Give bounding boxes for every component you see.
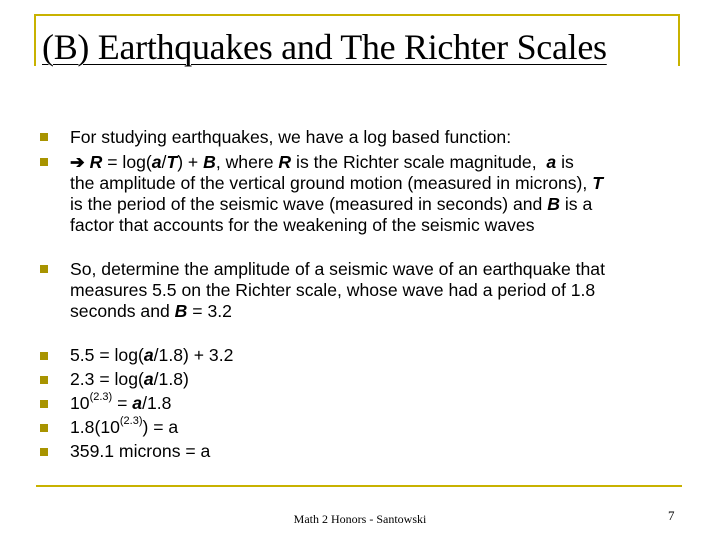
bullet-marker xyxy=(40,133,48,141)
bullet-marker xyxy=(40,376,48,384)
bullet-text-cont: seconds and B = 3.2 xyxy=(70,301,232,321)
bullet-text-formula: ➔ R = log(a/T) + B, where R is the Richter scale magnitude, a is xyxy=(70,152,574,172)
bullet-marker xyxy=(40,424,48,432)
bullet-marker xyxy=(40,265,48,273)
bullet-text: For studying earthquakes, we have a log based function: xyxy=(70,127,512,147)
arrow-icon: ➔ xyxy=(70,152,85,172)
slide-title: (B) Earthquakes and The Richter Scales xyxy=(42,27,607,67)
solution-step: $1.8(10^{(2.3)}) = a$ xyxy=(70,415,179,437)
bullet-text-cont: is the period of the seismic wave (measured in seconds) and B is a xyxy=(70,194,593,214)
footer-rule xyxy=(36,485,682,487)
bullet-marker xyxy=(40,448,48,456)
frame-right-border xyxy=(678,14,680,66)
solution-step: 359.1 microns = a xyxy=(70,441,211,461)
frame-top-border xyxy=(34,14,680,16)
footer-text: Math 2 Honors - Santowski xyxy=(293,512,427,526)
bullet-marker xyxy=(40,158,48,166)
bullet-marker xyxy=(40,400,48,408)
solution-step: 2.3 = log(a/1.8) xyxy=(70,369,189,389)
bullet-text-cont: the amplitude of the vertical ground motion (measured in microns), T xyxy=(70,173,603,193)
solution-step: 5.5 = log(a/1.8) + 3.2 xyxy=(70,345,234,365)
bullet-text: So, determine the amplitude of a seismic wave of an earthquake that xyxy=(70,259,605,279)
bullet-text-cont: factor that accounts for the weakening of the seismic waves xyxy=(70,215,535,235)
bullet-text-cont: measures 5.5 on the Richter scale, whose wave had a period of 1.8 xyxy=(70,280,596,300)
solution-step: $10^{(2.3)} = a/1.8$ xyxy=(70,391,172,413)
bullet-marker xyxy=(40,352,48,360)
frame-left-border xyxy=(34,14,36,66)
page-number: 7 xyxy=(668,508,675,523)
